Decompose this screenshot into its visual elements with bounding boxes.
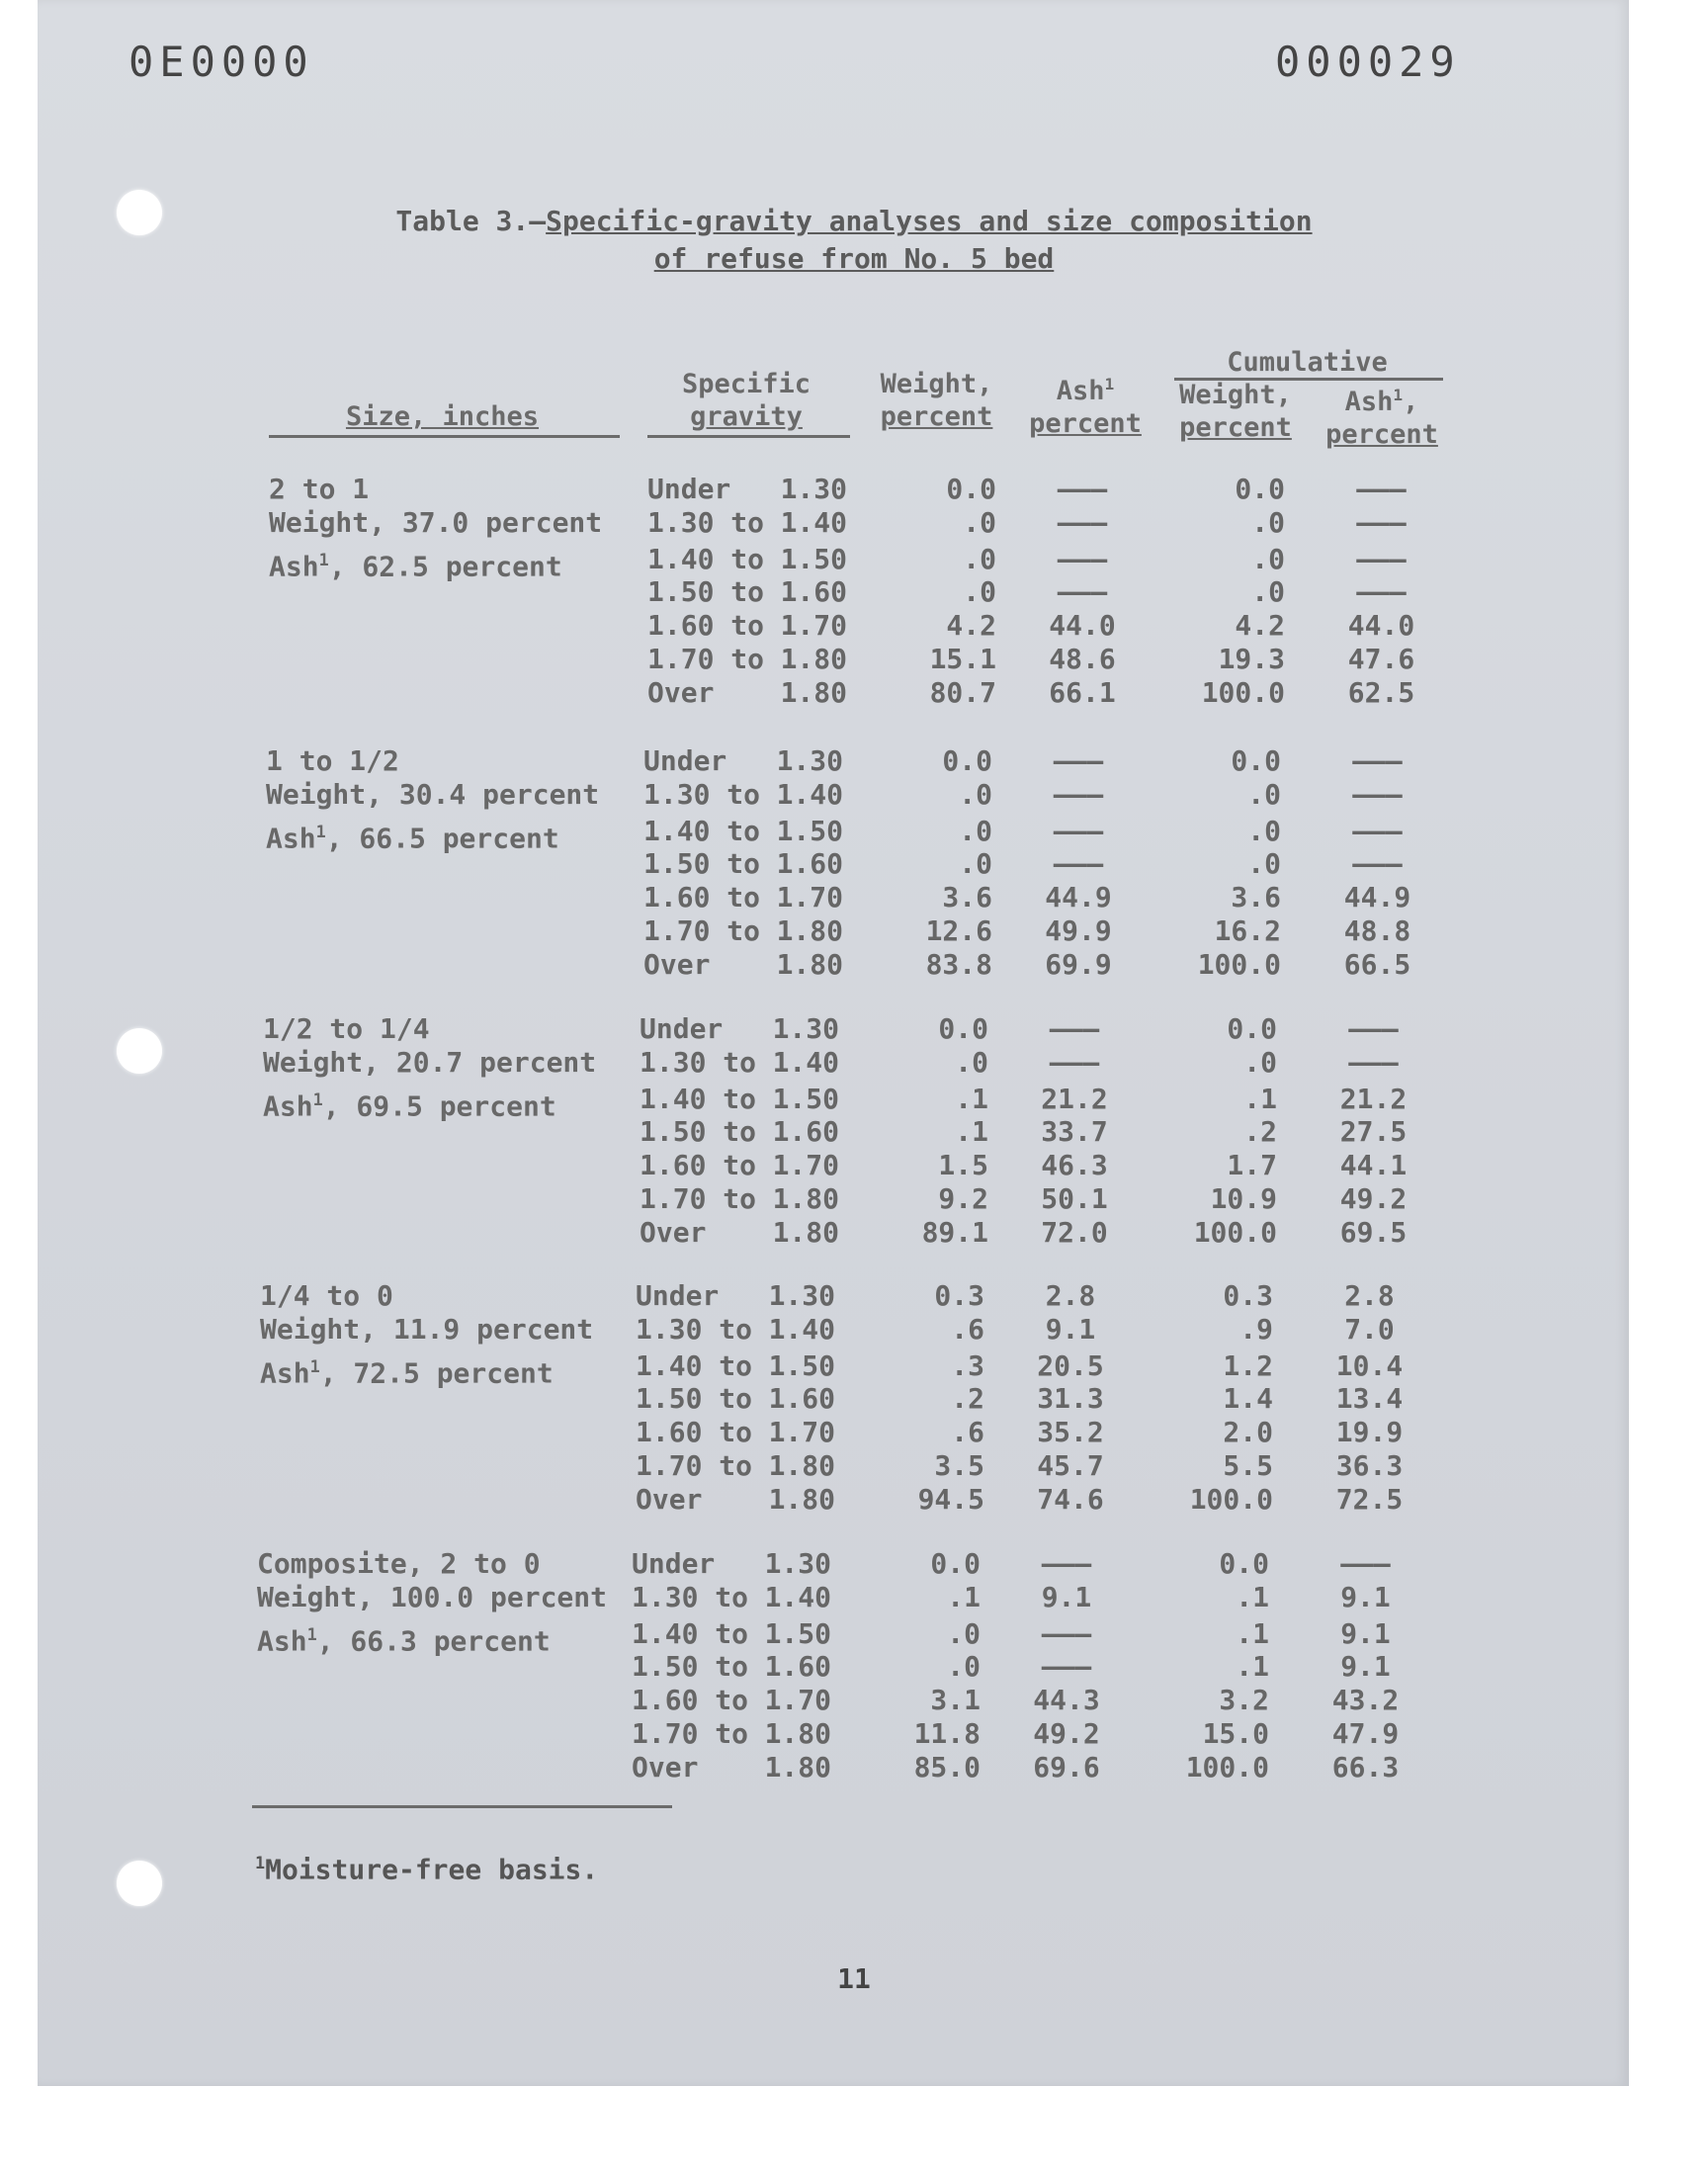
table-cell: 1.70 xyxy=(780,609,847,643)
table-cell: 1.40 xyxy=(772,1045,839,1079)
table-cell: ——— xyxy=(1053,847,1104,881)
table-cell: 3.2 xyxy=(1219,1684,1269,1717)
table-cell: 46.3 xyxy=(1041,1149,1108,1182)
group-ash-label: Ash$^1$, 69.5 percent xyxy=(263,1088,556,1122)
table-cell: 1.60 to xyxy=(632,1684,749,1717)
table-cell: 1.60 xyxy=(768,1382,835,1416)
header-rule xyxy=(269,435,620,438)
table-cell: 1.70 to xyxy=(647,643,765,675)
table-cell: 5.5 xyxy=(1223,1449,1273,1482)
header-cumulative-weight: Weight, percent xyxy=(1179,380,1292,443)
table-cell: 13.4 xyxy=(1335,1382,1404,1416)
table-cell: .6 xyxy=(951,1312,984,1346)
table-cell: ——— xyxy=(1057,505,1108,539)
table-cell: ——— xyxy=(1356,505,1407,539)
group-size-label: Composite, 2 to 0 xyxy=(257,1547,541,1580)
table-cell: 3.1 xyxy=(930,1684,981,1717)
table-title-line-2: of refuse from No. 5 bed xyxy=(653,242,1055,275)
table-cell: .0 xyxy=(955,1045,988,1079)
table-cell: 0.0 xyxy=(946,473,996,505)
footnote-rule xyxy=(252,1805,672,1808)
table-cell: 1.30 xyxy=(764,1547,831,1580)
table-cell: 33.7 xyxy=(1041,1115,1108,1149)
table-cell: 89.1 xyxy=(921,1215,988,1249)
table-cell: 1.40 to xyxy=(636,1348,753,1382)
table-cell: 15.0 xyxy=(1202,1717,1269,1750)
table-cell: .1 xyxy=(1236,1616,1269,1650)
group-ash-label: Ash$^1$, 66.5 percent xyxy=(266,821,559,854)
table-cell: Over xyxy=(636,1482,703,1516)
table-cell: 27.5 xyxy=(1339,1115,1408,1149)
group-size-label: 2 to 1 xyxy=(269,473,370,505)
group-ash-label: Ash$^1$, 62.5 percent xyxy=(269,549,562,582)
table-cell: 74.6 xyxy=(1037,1482,1104,1516)
table-cell: 4.2 xyxy=(946,609,996,643)
table-cell: 0.0 xyxy=(942,744,992,777)
table-cell: .6 xyxy=(951,1416,984,1449)
table-cell: 100.0 xyxy=(1201,675,1285,709)
table-cell: ——— xyxy=(1057,473,1108,505)
table-cell: .1 xyxy=(947,1580,981,1613)
table-cell: 72.0 xyxy=(1041,1215,1108,1249)
table-cell: 2.0 xyxy=(1223,1416,1273,1449)
table-cell: 10.4 xyxy=(1335,1348,1404,1382)
table-cell: .0 xyxy=(963,505,996,539)
group-weight-label: Weight, 11.9 percent xyxy=(260,1312,594,1346)
table-title-line-1: Specific-gravity analyses and size composition xyxy=(546,205,1313,237)
table-cell: 1.80 xyxy=(780,675,847,709)
table-cell: 1.50 xyxy=(772,1082,839,1115)
table-cell: 1.70 to xyxy=(643,914,761,947)
table-cell: 44.0 xyxy=(1347,609,1415,643)
table-cell: 3.5 xyxy=(934,1449,984,1482)
table-cell: 1.60 to xyxy=(636,1416,753,1449)
table-cell: 80.7 xyxy=(929,675,996,709)
group-ash-label: Ash$^1$, 72.5 percent xyxy=(260,1355,554,1389)
table-cell: 45.7 xyxy=(1037,1449,1104,1482)
table-cell: 1.40 to xyxy=(647,542,765,575)
table-cell: 1.80 xyxy=(776,947,843,981)
table-cell: 1.70 xyxy=(776,881,843,914)
table-cell: 1.50 to xyxy=(647,575,765,609)
table-cell: Over xyxy=(647,675,715,709)
table-cell: 1.50 to xyxy=(632,1650,749,1684)
table-cell: 47.6 xyxy=(1347,643,1415,675)
table-cell: .2 xyxy=(1243,1115,1277,1149)
table-cell: 1.50 xyxy=(776,814,843,847)
table-cell: .0 xyxy=(947,1616,981,1650)
table-cell: 1.30 to xyxy=(647,505,765,539)
table-title xyxy=(0,203,1708,278)
table-cell: ——— xyxy=(1348,1012,1399,1045)
table-cell: .1 xyxy=(1236,1580,1269,1613)
table-cell: .1 xyxy=(1243,1082,1277,1115)
table-cell: 1.4 xyxy=(1223,1382,1273,1416)
table-cell: .0 xyxy=(959,814,992,847)
header-specific-gravity: Specific gravity xyxy=(681,369,811,432)
page-number: 11 xyxy=(837,1962,871,1995)
table-cell: 1.60 xyxy=(780,575,847,609)
table-cell: 7.0 xyxy=(1344,1312,1395,1346)
table-cell: 69.6 xyxy=(1033,1750,1100,1784)
punch-hole xyxy=(117,1861,162,1906)
table-cell: 1.50 to xyxy=(636,1382,753,1416)
table-cell: 85.0 xyxy=(913,1750,981,1784)
table-cell: 21.2 xyxy=(1041,1082,1108,1115)
table-cell: 3.6 xyxy=(942,881,992,914)
table-cell: 69.9 xyxy=(1045,947,1112,981)
table-cell: 4.2 xyxy=(1235,609,1285,643)
table-cell: 19.9 xyxy=(1335,1416,1404,1449)
table-cell: 1.60 to xyxy=(640,1149,757,1182)
table-cell: 1.40 xyxy=(776,777,843,811)
table-cell: 19.3 xyxy=(1218,643,1285,675)
table-cell: 49.2 xyxy=(1033,1717,1100,1750)
table-cell: .1 xyxy=(1236,1650,1269,1684)
table-cell: 1.30 to xyxy=(636,1312,753,1346)
table-cell: ——— xyxy=(1356,542,1407,575)
table-cell: 69.5 xyxy=(1339,1215,1408,1249)
table-cell: 1.50 to xyxy=(640,1115,757,1149)
table-cell: 1.80 xyxy=(764,1717,831,1750)
header-rule xyxy=(647,435,850,438)
table-cell: 1.7 xyxy=(1227,1149,1277,1182)
table-cell: 9.2 xyxy=(938,1182,988,1215)
table-cell: ——— xyxy=(1057,542,1108,575)
punch-hole xyxy=(117,1028,162,1074)
table-cell: 1.60 to xyxy=(647,609,765,643)
document-id-right: 000029 xyxy=(1275,38,1461,86)
table-cell: 1.70 to xyxy=(632,1717,749,1750)
table-cell: 1.30 to xyxy=(640,1045,757,1079)
table-cell: ——— xyxy=(1049,1045,1100,1079)
table-cell: 1.40 xyxy=(764,1580,831,1613)
table-cell: 9.1 xyxy=(1340,1580,1391,1613)
table-cell: 0.0 xyxy=(1231,744,1281,777)
table-cell: 1.80 xyxy=(764,1750,831,1784)
table-cell: 9.1 xyxy=(1045,1312,1096,1346)
table-cell: ——— xyxy=(1053,814,1104,847)
table-cell: 1.70 to xyxy=(636,1449,753,1482)
table-cell: 1.30 to xyxy=(632,1580,749,1613)
table-cell: 1.80 xyxy=(768,1449,835,1482)
group-weight-label: Weight, 100.0 percent xyxy=(257,1580,608,1613)
table-cell: 1.30 xyxy=(772,1012,839,1045)
table-cell: 44.0 xyxy=(1049,609,1116,643)
table-cell: 1.40 to xyxy=(632,1616,749,1650)
table-cell: .0 xyxy=(1251,542,1285,575)
table-cell: 1.5 xyxy=(938,1149,988,1182)
table-cell: 72.5 xyxy=(1335,1482,1404,1516)
table-cell: ——— xyxy=(1348,1045,1399,1079)
group-size-label: 1 to 1/2 xyxy=(266,744,399,777)
table-cell: ——— xyxy=(1041,1547,1092,1580)
table-cell: 12.6 xyxy=(925,914,992,947)
table-cell: 21.2 xyxy=(1339,1082,1408,1115)
table-cell: ——— xyxy=(1053,777,1104,811)
header-size: Size, inches xyxy=(345,401,540,432)
table-cell: 0.0 xyxy=(1219,1547,1269,1580)
table-cell: ——— xyxy=(1352,777,1403,811)
table-cell: Over xyxy=(640,1215,707,1249)
table-cell: .1 xyxy=(955,1082,988,1115)
table-cell: 1.50 xyxy=(764,1616,831,1650)
table-cell: ——— xyxy=(1352,744,1403,777)
table-cell: .0 xyxy=(1247,777,1281,811)
table-cell: 1.30 xyxy=(776,744,843,777)
table-cell: 1.70 xyxy=(772,1149,839,1182)
table-cell: 44.9 xyxy=(1343,881,1411,914)
table-cell: ——— xyxy=(1356,473,1407,505)
table-cell: .0 xyxy=(1247,847,1281,881)
table-cell: .0 xyxy=(1251,575,1285,609)
table-cell: .9 xyxy=(1239,1312,1273,1346)
table-cell: 66.5 xyxy=(1343,947,1411,981)
table-cell: 10.9 xyxy=(1210,1182,1277,1215)
table-cell: 66.1 xyxy=(1049,675,1116,709)
header-ash: Ash$^1$ percent xyxy=(1029,375,1142,439)
table-cell: 1.50 xyxy=(768,1348,835,1382)
table-cell: 0.3 xyxy=(934,1279,984,1312)
table-cell: 1.60 xyxy=(776,847,843,881)
table-cell: 0.3 xyxy=(1223,1279,1273,1312)
table-cell: 100.0 xyxy=(1189,1482,1273,1516)
table-cell: 1.60 xyxy=(764,1650,831,1684)
table-cell: .0 xyxy=(1251,505,1285,539)
table-cell: 44.9 xyxy=(1045,881,1112,914)
table-cell: .0 xyxy=(959,847,992,881)
table-cell: 1.50 xyxy=(780,542,847,575)
table-cell: .0 xyxy=(947,1650,981,1684)
table-cell: .0 xyxy=(1243,1045,1277,1079)
table-cell: 11.8 xyxy=(913,1717,981,1750)
table-cell: 1.70 xyxy=(768,1416,835,1449)
table-cell: 100.0 xyxy=(1185,1750,1269,1784)
footnote: $^1$Moisture-free basis. xyxy=(255,1853,599,1886)
table-cell: 2.8 xyxy=(1344,1279,1395,1312)
table-cell: Under xyxy=(636,1279,720,1312)
table-cell: 100.0 xyxy=(1193,1215,1277,1249)
table-cell: 9.1 xyxy=(1340,1616,1391,1650)
table-cell: 1.70 to xyxy=(640,1182,757,1215)
table-cell: 94.5 xyxy=(917,1482,984,1516)
table-cell: 1.80 xyxy=(768,1482,835,1516)
table-cell: 1.80 xyxy=(780,643,847,675)
header-cumulative-ash: Ash$^1$, percent xyxy=(1325,386,1438,450)
table-cell: 43.2 xyxy=(1331,1684,1400,1717)
table-cell: 1.80 xyxy=(776,914,843,947)
table-cell: 1.30 xyxy=(780,473,847,505)
table-cell: .0 xyxy=(959,777,992,811)
table-cell: ——— xyxy=(1041,1616,1092,1650)
table-cell: .0 xyxy=(963,542,996,575)
group-weight-label: Weight, 37.0 percent xyxy=(269,505,603,539)
table-cell: Under xyxy=(647,473,731,505)
table-cell: 15.1 xyxy=(929,643,996,675)
table-cell: 49.9 xyxy=(1045,914,1112,947)
table-cell: 1.40 xyxy=(768,1312,835,1346)
header-weight: Weight, percent xyxy=(880,369,993,432)
table-cell: .1 xyxy=(955,1115,988,1149)
table-cell: ——— xyxy=(1356,575,1407,609)
document-id-left: 0E0000 xyxy=(128,38,314,86)
group-weight-label: Weight, 30.4 percent xyxy=(266,777,600,811)
table-cell: Over xyxy=(632,1750,699,1784)
table-cell: 1.40 to xyxy=(643,814,761,847)
table-cell: 1.40 xyxy=(780,505,847,539)
group-weight-label: Weight, 20.7 percent xyxy=(263,1045,597,1079)
table-cell: 31.3 xyxy=(1037,1382,1104,1416)
table-cell: Under xyxy=(643,744,727,777)
table-cell: 0.0 xyxy=(930,1547,981,1580)
table-cell: 36.3 xyxy=(1335,1449,1404,1482)
table-cell: ——— xyxy=(1352,814,1403,847)
group-size-label: 1/4 to 0 xyxy=(260,1279,393,1312)
table-cell: 83.8 xyxy=(925,947,992,981)
table-cell: 1.60 to xyxy=(643,881,761,914)
table-cell: ——— xyxy=(1352,847,1403,881)
table-cell: 1.60 xyxy=(772,1115,839,1149)
table-cell: 1.2 xyxy=(1223,1348,1273,1382)
table-cell: 1.30 to xyxy=(643,777,761,811)
table-cell: 1.80 xyxy=(772,1182,839,1215)
table-cell: 48.6 xyxy=(1049,643,1116,675)
table-cell: 50.1 xyxy=(1041,1182,1108,1215)
table-cell: ——— xyxy=(1340,1547,1391,1580)
group-size-label: 1/2 to 1/4 xyxy=(263,1012,430,1045)
table-cell: ——— xyxy=(1053,744,1104,777)
table-cell: 62.5 xyxy=(1347,675,1415,709)
table-cell: 0.0 xyxy=(1227,1012,1277,1045)
table-cell: 3.6 xyxy=(1231,881,1281,914)
table-cell: 2.8 xyxy=(1045,1279,1096,1312)
table-cell: 0.0 xyxy=(1235,473,1285,505)
table-cell: ——— xyxy=(1041,1650,1092,1684)
table-cell: .0 xyxy=(1247,814,1281,847)
table-cell: 44.3 xyxy=(1033,1684,1100,1717)
table-cell: 16.2 xyxy=(1214,914,1281,947)
table-cell: .0 xyxy=(963,575,996,609)
table-cell: .3 xyxy=(951,1348,984,1382)
table-cell: Under xyxy=(632,1547,716,1580)
table-cell: ——— xyxy=(1049,1012,1100,1045)
table-cell: 49.2 xyxy=(1339,1182,1408,1215)
table-cell: 1.50 to xyxy=(643,847,761,881)
table-cell: 9.1 xyxy=(1340,1650,1391,1684)
table-cell: Under xyxy=(640,1012,724,1045)
table-cell: 48.8 xyxy=(1343,914,1411,947)
table-cell: 1.80 xyxy=(772,1215,839,1249)
header-cumulative: Cumulative xyxy=(1227,347,1388,378)
table-cell: Over xyxy=(643,947,711,981)
table-cell: 1.40 to xyxy=(640,1082,757,1115)
table-cell: 1.70 xyxy=(764,1684,831,1717)
table-cell: 47.9 xyxy=(1331,1717,1400,1750)
table-cell: 100.0 xyxy=(1197,947,1281,981)
table-cell: 44.1 xyxy=(1339,1149,1408,1182)
group-ash-label: Ash$^1$, 66.3 percent xyxy=(257,1623,551,1657)
table-cell: 35.2 xyxy=(1037,1416,1104,1449)
table-number: Table 3.— xyxy=(395,205,547,237)
table-cell: 0.0 xyxy=(938,1012,988,1045)
table-cell: 66.3 xyxy=(1331,1750,1400,1784)
table-cell: .2 xyxy=(951,1382,984,1416)
table-cell: 9.1 xyxy=(1041,1580,1092,1613)
table-cell: 1.30 xyxy=(768,1279,835,1312)
table-cell: 20.5 xyxy=(1037,1348,1104,1382)
table-cell: ——— xyxy=(1057,575,1108,609)
